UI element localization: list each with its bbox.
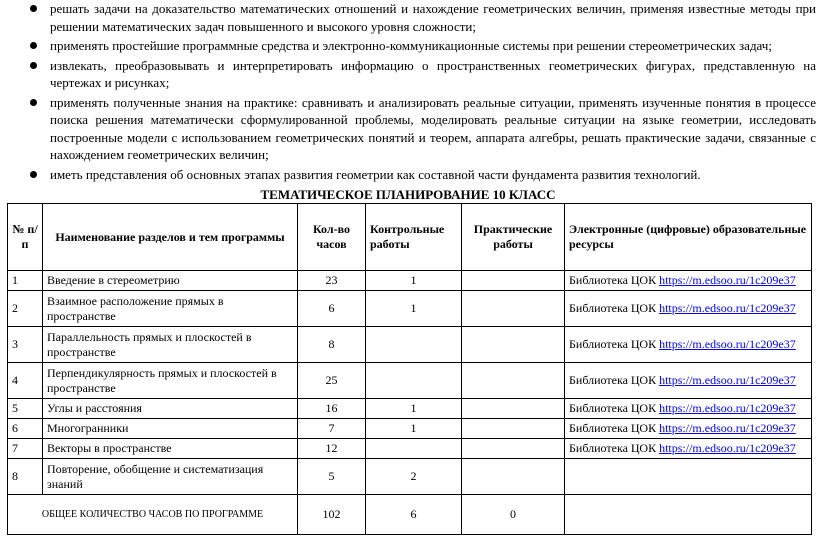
resource-link[interactable]: https://m.edsoo.ru/1c209e37 [659,301,796,315]
total-practical: 0 [462,495,565,535]
table-row: 3 Параллельность прямых и плоскостей в пространстве 8 Библиотека ЦОК https://m.edsoo.ru/1c209e37 [8,327,812,363]
total-label: ОБЩЕЕ КОЛИЧЕСТВО ЧАСОВ ПО ПРОГРАММЕ [8,495,298,535]
resource-link[interactable]: https://m.edsoo.ru/1c209e37 [659,373,796,387]
header-name: Наименование разделов и тем программы [43,204,298,271]
table-row: 1 Введение в стереометрию 23 1 Библиотека ЦОК https://m.edsoo.ru/1c209e37 [8,271,812,291]
resource-cell: Библиотека ЦОК https://m.edsoo.ru/1c209e37 [565,439,812,459]
goals-list [28,0,816,185]
table-header-row [8,204,812,271]
header-practical: Практические работы [462,204,565,271]
resource-link[interactable]: https://m.edsoo.ru/1c209e37 [659,273,796,287]
table-row: 7 Векторы в пространстве 12 Библиотека ЦОК https://m.edsoo.ru/1c209e37 [8,439,812,459]
resource-cell: Библиотека ЦОК https://m.edsoo.ru/1c209e37 [565,271,812,291]
resource-cell: Библиотека ЦОК https://m.edsoo.ru/1c209e37 [565,419,812,439]
resource-link[interactable]: https://m.edsoo.ru/1c209e37 [659,441,796,455]
resource-link[interactable]: https://m.edsoo.ru/1c209e37 [659,337,796,351]
resource-cell: Библиотека ЦОК https://m.edsoo.ru/1c209e37 [565,327,812,363]
table-row: 5 Углы и расстояния 16 1 Библиотека ЦОК https://m.edsoo.ru/1c209e37 [8,399,812,419]
resource-link[interactable]: https://m.edsoo.ru/1c209e37 [659,421,796,435]
list-item: иметь представления об основных этапах развития геометрии как составной части фундамента развития технологий. [28,166,816,184]
bullet-icon [30,171,37,178]
total-hours: 102 [298,495,366,535]
resource-cell: Библиотека ЦОК https://m.edsoo.ru/1c209e37 [565,291,812,327]
bullet-icon [30,42,37,49]
resource-cell: Библиотека ЦОК https://m.edsoo.ru/1c209e37 [565,399,812,419]
list-item: применять простейшие программные средства и электронно-коммуникационные системы при решении стереометрических задач; [28,37,816,55]
bullet-icon [30,5,37,12]
total-control: 6 [366,495,462,535]
table-row: 2 Взаимное расположение прямых в пространстве 6 1 Библиотека ЦОК https://m.edsoo.ru/1c209e37 [8,291,812,327]
header-resources: Электронные (цифровые) образовательные ресурсы [565,204,812,271]
section-title: ТЕМАТИЧЕСКОЕ ПЛАНИРОВАНИЕ 10 КЛАСС [260,187,556,202]
bullet-icon [30,62,37,69]
list-item: извлекать, преобразовывать и интерпретировать информацию о пространственных геометрических фигурах, представленную на чертежах и рисунках; [28,57,816,92]
table-row: 8 Повторение, обобщение и систематизация знаний 5 2 [8,459,812,495]
bullet-icon [30,99,37,106]
list-item: применять полученные знания на практике: сравнивать и анализировать реальные ситуации, применять изученные понятия в процессе поиска решения математически сформулированной проблемы, моделировать реальные ситуации на языке геометрии, исследовать построенные модели с использованием геометрических понятий и теорем, аппарата алгебры, решать практические задачи, связанные с нахождением геометрических величин; [28,94,816,164]
header-hours: Кол-во часов [298,204,366,271]
header-control: Контрольные работы [366,204,462,271]
thematic-plan-table [7,203,812,535]
resource-cell: Библиотека ЦОК https://m.edsoo.ru/1c209e37 [565,363,812,399]
table-row: 6 Многогранники 7 1 Библиотека ЦОК https://m.edsoo.ru/1c209e37 [8,419,812,439]
header-num: № п/п [8,204,43,271]
table-total-row [8,495,812,535]
resource-cell [565,459,812,495]
list-item: решать задачи на доказательство математических отношений и нахождение геометрических величин, применяя известные методы при решении математических задач повышенного и высокого уровня сложности; [28,0,816,35]
table-row: 4 Перпендикулярность прямых и плоскостей в пространстве 25 Библиотека ЦОК https://m.edsoo.ru/1c209e37 [8,363,812,399]
resource-link[interactable]: https://m.edsoo.ru/1c209e37 [659,401,796,415]
